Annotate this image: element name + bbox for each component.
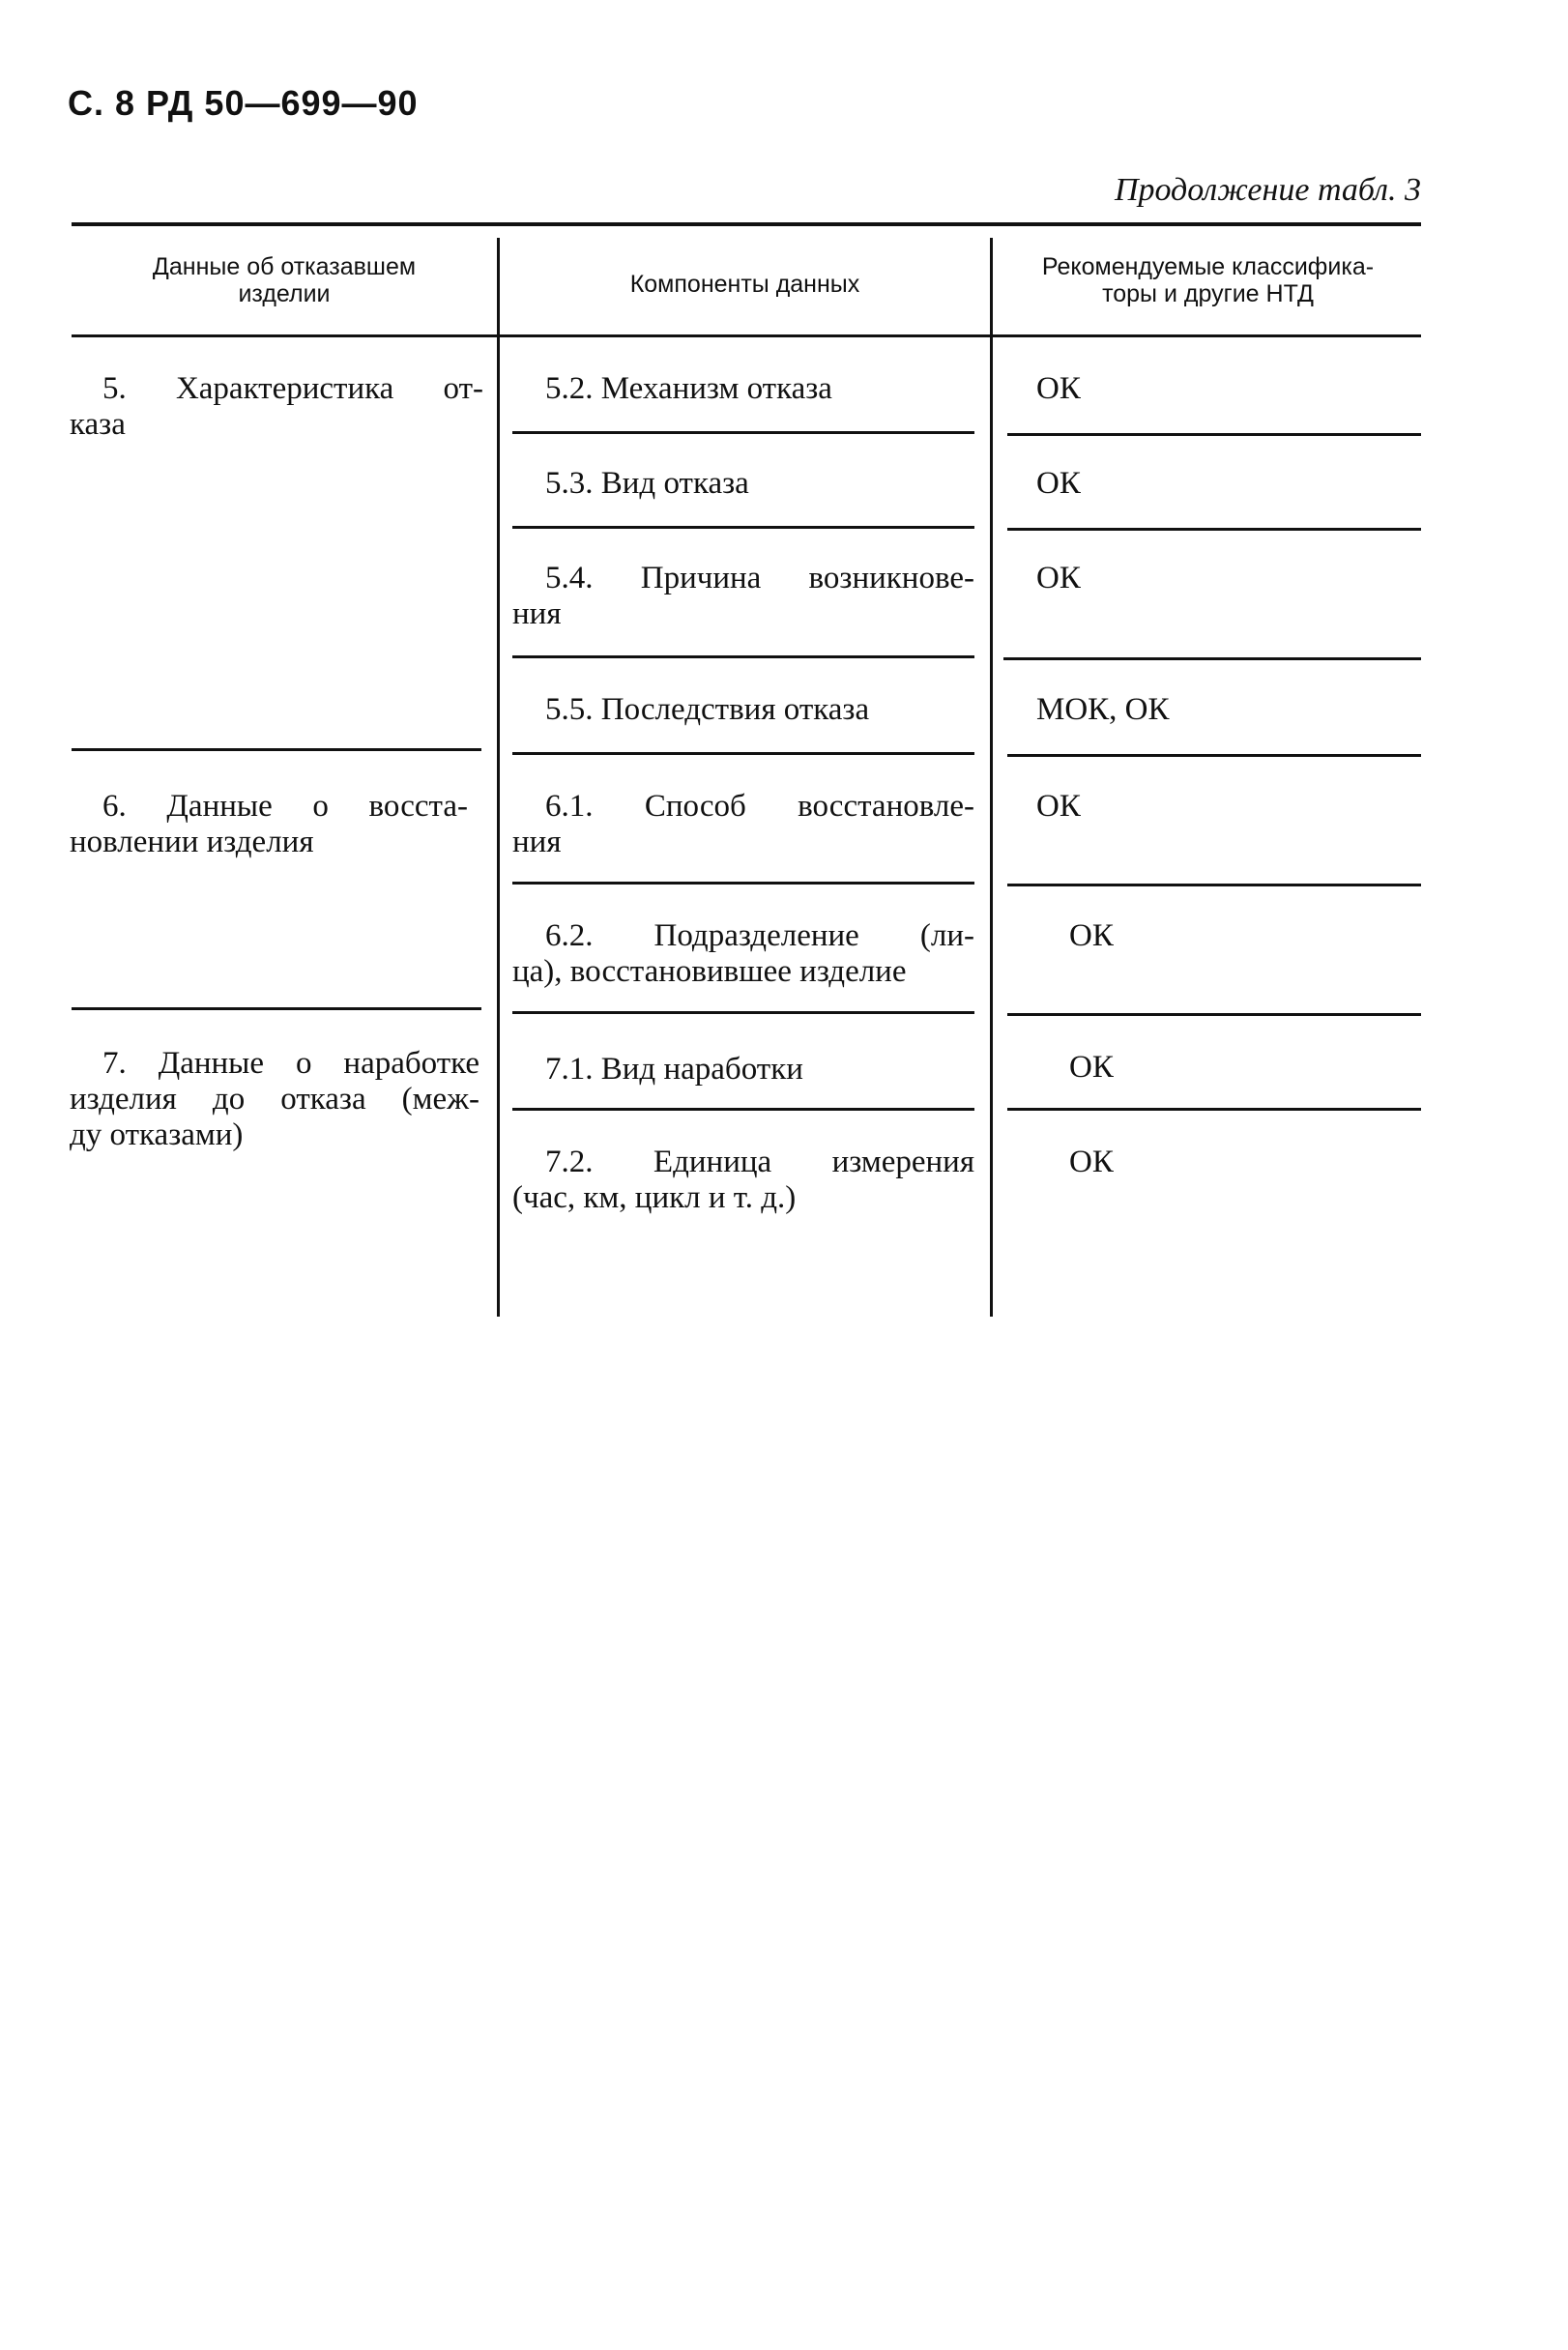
component-measurement-unit: 7.2. Единица измерения (час, км, цикл и т. д.) bbox=[512, 1145, 974, 1215]
row-divider bbox=[1007, 1013, 1421, 1016]
row-divider bbox=[512, 431, 974, 434]
component-operating-time-type: 7.1. Вид наработки bbox=[545, 1052, 803, 1087]
component-restoration-method: 6.1. Способ восстановле- ния bbox=[512, 789, 974, 859]
group-title-failure-characteristic: 5. Характеристика от- каза bbox=[70, 371, 483, 442]
group-title-restoration-data: 6. Данные о восста- новлении изделия bbox=[70, 789, 468, 859]
component-restoring-unit: 6.2. Подразделение (ли- ца), восстановившее изделие bbox=[512, 918, 974, 989]
classifier-value: ОК bbox=[1036, 466, 1081, 501]
column-header-classifiers: Рекомендуемые классифика- торы и другие НТД bbox=[1041, 253, 1375, 307]
column-divider-2 bbox=[990, 238, 993, 1317]
page-number: С. 8 РД 50—699—90 bbox=[68, 83, 419, 123]
classifier-value: МОК, ОК bbox=[1036, 692, 1170, 727]
row-divider bbox=[512, 1011, 974, 1014]
classifier-value: ОК bbox=[1069, 1050, 1114, 1085]
column-divider-1 bbox=[497, 238, 500, 1317]
row-divider bbox=[1007, 528, 1421, 531]
row-divider bbox=[1007, 1108, 1421, 1111]
row-divider bbox=[512, 882, 974, 885]
row-divider bbox=[512, 1108, 974, 1111]
row-divider bbox=[1007, 754, 1421, 757]
group-divider bbox=[72, 748, 481, 751]
component-failure-consequences: 5.5. Последствия отказа bbox=[545, 692, 870, 727]
column-header-data-components: Компоненты данных bbox=[629, 271, 860, 298]
group-title-operating-time: 7. Данные о наработке изделия до отказа (меж- ду отказами) bbox=[70, 1046, 479, 1152]
component-failure-mechanism: 5.2. Механизм отказа bbox=[545, 371, 832, 406]
column-header-failed-item: Данные об отказавшем изделии bbox=[152, 253, 417, 307]
row-divider bbox=[512, 526, 974, 529]
classifier-value: ОК bbox=[1036, 789, 1081, 824]
table-top-rule bbox=[72, 222, 1421, 226]
classifier-value: ОК bbox=[1036, 371, 1081, 406]
classifier-value: ОК bbox=[1069, 1145, 1114, 1179]
classifier-value: ОК bbox=[1069, 918, 1114, 953]
group-divider bbox=[72, 1007, 481, 1010]
row-divider bbox=[512, 655, 974, 658]
table-header-rule bbox=[72, 334, 1421, 337]
row-divider bbox=[1007, 884, 1421, 886]
row-divider bbox=[1007, 433, 1421, 436]
component-failure-cause: 5.4. Причина возникнове- ния bbox=[512, 561, 974, 631]
component-failure-type: 5.3. Вид отказа bbox=[545, 466, 749, 501]
table-continuation-label: Продолжение табл. 3 bbox=[1114, 172, 1421, 208]
row-divider bbox=[512, 752, 974, 755]
classifier-value: ОК bbox=[1036, 561, 1081, 595]
row-divider bbox=[1003, 657, 1421, 660]
